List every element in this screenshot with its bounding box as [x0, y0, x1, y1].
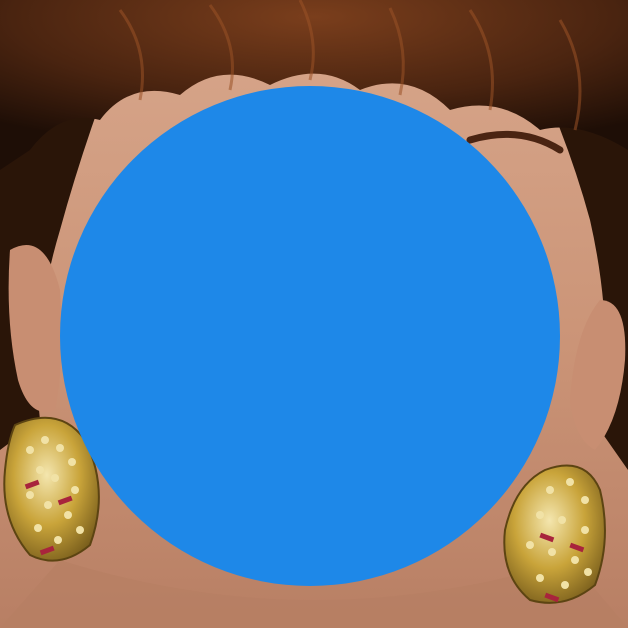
face-privacy-mask: [60, 86, 560, 586]
